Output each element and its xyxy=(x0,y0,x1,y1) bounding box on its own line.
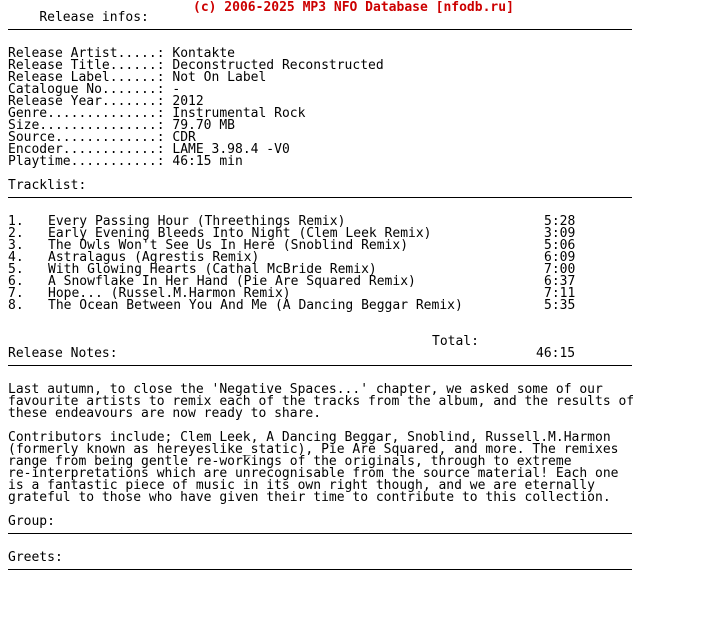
divider xyxy=(8,360,728,372)
source-value: CDR xyxy=(172,130,196,145)
divider xyxy=(8,24,728,36)
total-label: Total: xyxy=(432,334,479,349)
release-title-value: Deconstructed Reconstructed xyxy=(172,58,384,73)
field-size: Size...............: 79.70 MB xyxy=(8,118,235,133)
track-duration: 7:11 xyxy=(544,286,576,301)
field-release-year: Release Year.......: 2012 xyxy=(8,94,204,109)
track-duration: 3:09 xyxy=(544,226,576,241)
copyright-link[interactable]: (c) 2006-2025 MP3 NFO Database [nfodb.ru] xyxy=(193,0,514,15)
size-value: 79.70 MB xyxy=(172,118,235,133)
track-duration: 6:37 xyxy=(544,274,576,289)
track-duration: 7:00 xyxy=(544,262,576,277)
notes-line: grateful to those who have given their time to contribute to this collection. xyxy=(8,490,611,505)
release-year-value: 2012 xyxy=(172,94,204,109)
release-label-value: Not On Label xyxy=(172,70,267,85)
track-duration: 5:28 xyxy=(544,214,576,229)
track-duration: 5:35 xyxy=(544,298,576,313)
blank-line xyxy=(8,540,728,552)
encoder-value: LAME 3.98.4 -V0 xyxy=(172,142,290,157)
track-number: 2. xyxy=(8,226,24,241)
release-notes-heading: Release Notes: xyxy=(8,346,118,361)
field-release-artist: Release Artist.....: Kontakte xyxy=(8,46,235,61)
track-title: A Snowflake In Her Hand (Pie Are Squared Remix) xyxy=(48,274,416,289)
tracklist xyxy=(8,216,728,312)
track-title: With Glowing Hearts (Cathal McBride Remix) xyxy=(48,262,377,277)
notes-line: is a fantastic piece of music in its own right though, and we are eternally xyxy=(8,478,595,493)
field-source: Source.............: CDR xyxy=(8,130,196,145)
notes-line: Contributors include; Clem Leek, A Dancing Beggar, Snoblind, Russell.M.Harmon xyxy=(8,430,611,445)
track-title: Hope... (Russel.M.Harmon Remix) xyxy=(48,286,291,301)
blank-line xyxy=(8,312,728,324)
catalogue-no-value: - xyxy=(172,82,181,97)
release-notes-body xyxy=(8,384,728,504)
tracklist-heading: Tracklist: xyxy=(8,178,87,193)
field-encoder: Encoder............: LAME 3.98.4 -V0 xyxy=(8,142,290,157)
blank-line xyxy=(8,168,728,180)
track-title: The Owls Won't See Us In Here (Snoblind Remix) xyxy=(48,238,409,253)
track-row xyxy=(8,300,728,312)
notes-line: Last autumn, to close the 'Negative Spaces...' chapter, we asked some of our xyxy=(8,382,603,397)
track-number: 5. xyxy=(8,262,24,277)
notes-line: re-interpretations which are unrecognisable from the source material! Each one xyxy=(8,466,619,481)
track-title: Every Passing Hour (Threethings Remix) xyxy=(48,214,346,229)
nfo-document xyxy=(8,0,728,576)
divider xyxy=(8,192,728,204)
notes-line: these endeavours are now ready to share. xyxy=(8,406,322,421)
track-number: 8. xyxy=(8,298,24,313)
playtime-value: 46:15 min xyxy=(172,154,243,169)
track-title: The Ocean Between You And Me (A Dancing Beggar Remix) xyxy=(48,298,463,313)
total-value: 46:15 xyxy=(536,346,576,361)
track-number: 7. xyxy=(8,286,24,301)
release-fields xyxy=(8,48,728,168)
divider xyxy=(8,564,728,576)
notes-line: range from being gentle re-workings of the originals, through to extreme xyxy=(8,454,572,469)
track-number: 3. xyxy=(8,238,24,253)
track-duration: 5:06 xyxy=(544,238,576,253)
track-number: 6. xyxy=(8,274,24,289)
group-heading: Group: xyxy=(8,514,55,529)
greets-heading: Greets: xyxy=(8,550,63,565)
release-infos-heading: Release infos: xyxy=(39,10,149,25)
genre-value: Instrumental Rock xyxy=(172,106,306,121)
track-number: 1. xyxy=(8,214,24,229)
field-release-title: Release Title......: Deconstructed Reconstructed xyxy=(8,58,384,73)
notes-line: (formerly known as hereyeslike_static), Pie Are Squared, and more. The remixes xyxy=(8,442,619,457)
track-title: Astralagus (Agrestis Remix) xyxy=(48,250,260,265)
field-catalogue-no: Catalogue No.......: - xyxy=(8,82,181,97)
release-artist-value: Kontakte xyxy=(172,46,235,61)
field-playtime: Playtime...........: 46:15 min xyxy=(8,154,243,169)
track-duration: 6:09 xyxy=(544,250,576,265)
field-release-label: Release Label......: Not On Label xyxy=(8,70,267,85)
field-genre: Genre..............: Instrumental Rock xyxy=(8,106,306,121)
notes-line: favourite artists to remix each of the tracks from the album, and the results of xyxy=(8,394,635,409)
track-number: 4. xyxy=(8,250,24,265)
track-title: Early Evening Bleeds Into Night (Clem Leek Remix) xyxy=(48,226,432,241)
divider xyxy=(8,528,728,540)
blank-line xyxy=(8,504,728,516)
